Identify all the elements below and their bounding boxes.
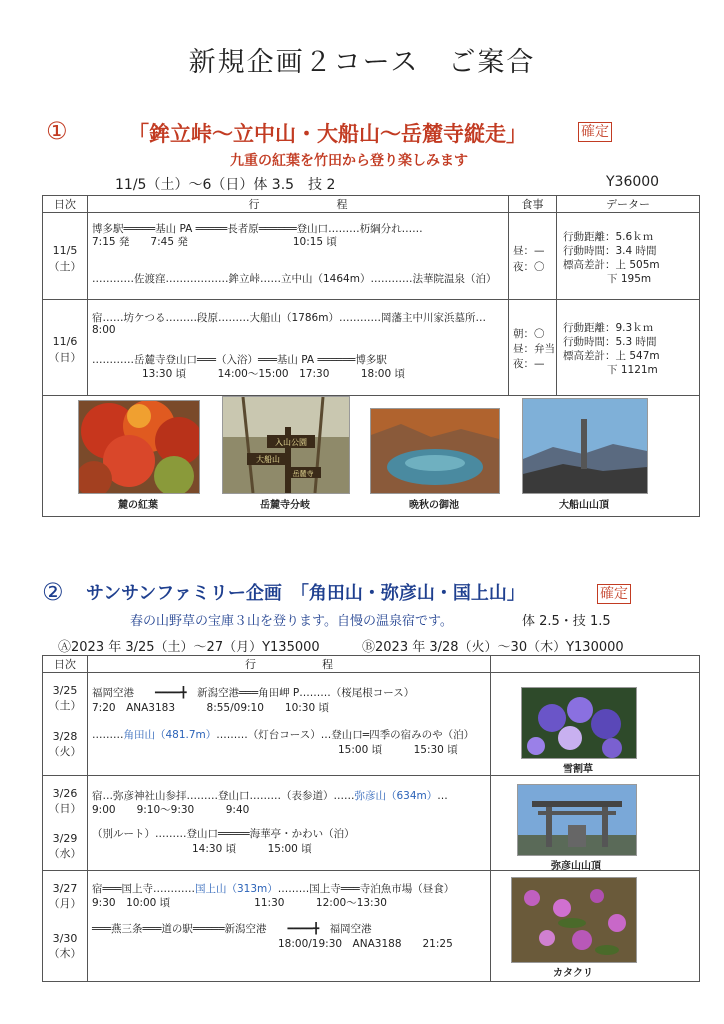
- header-day: 日次: [43, 656, 88, 673]
- photo-caption: 弥彦山山頂: [551, 861, 601, 872]
- course2-badge-wrap: [597, 583, 631, 604]
- day-date: 11/6: [52, 335, 78, 348]
- snow-flower-photo: [521, 687, 637, 759]
- sign-text: 大船山: [256, 455, 280, 464]
- course1-title: 「鉾立峠～立中山・大船山～岳麓寺縦走」: [128, 122, 527, 146]
- header-data: データー: [557, 196, 700, 213]
- day-date: 11/5: [52, 244, 78, 257]
- meal-dinner: 夜：—: [513, 358, 545, 370]
- itinerary-line: …………岳麓寺登山口═══（入浴）═══基山 PA ══════博多駅: [92, 354, 387, 366]
- shrine-gate-photo: [517, 784, 637, 856]
- data-elev-up: 標高差計：上 547m: [563, 350, 660, 362]
- itinerary-text: ………: [92, 729, 124, 741]
- itinerary-times: 9:30 10:00 頃 11:30 12:00～13:30: [92, 897, 387, 909]
- meal-dinner: 夜：〇: [513, 261, 545, 273]
- meal-lunch: 昼：弁当: [513, 343, 555, 355]
- sign-text: 岳麓寺: [292, 470, 314, 478]
- itinerary-line: 福岡空港 ━━━━╋ 新潟空港═══角田岬 P………（桜尾根コース）: [92, 687, 415, 699]
- photo-caption: 大船山山頂: [559, 500, 609, 511]
- course2-subtitle: 春の山野草の宝庫３山を登ります。自慢の温泉宿です。: [130, 614, 453, 629]
- itinerary-text: 宿═══国上寺…………: [92, 883, 195, 895]
- day-date: 3/28: [52, 730, 78, 743]
- katakuri-flower-photo: [511, 877, 637, 963]
- itinerary-times: 8:00: [92, 324, 116, 336]
- peak-name: 弥彦山（634m）: [354, 790, 438, 802]
- course1-number: ①: [46, 117, 68, 145]
- day-weekday: （日）: [48, 802, 82, 815]
- day-weekday: （日）: [48, 351, 82, 364]
- header-meal: 食事: [509, 196, 557, 213]
- summit-photo: [522, 398, 648, 494]
- itinerary-times: 13:30 頃 14:00～15:00 17:30 18:00 頃: [142, 368, 405, 380]
- itinerary-line: ═══燕三条═══道の駅═════新潟空港 ━━━━╋ 福岡空港: [92, 923, 372, 935]
- itinerary-text: ………（灯台コース）…登山口═四季の宿みのや（泊）: [216, 729, 475, 741]
- course1-confirmed-badge: 確定: [578, 122, 612, 142]
- sign-text: 入山公園: [275, 438, 307, 447]
- table-row: [43, 776, 700, 871]
- course2-date-a: Ⓐ2023 年 3/25（土）～27（月）Y135000: [58, 640, 320, 655]
- itinerary-line: （別ルート）………登山口═════海華亭・かわい（泊）: [92, 828, 355, 840]
- itinerary-line: 宿……坊ケつる………段原………大船山（1786m）…………岡藩主中川家浜墓所…: [92, 312, 486, 324]
- pond-photo: [370, 408, 500, 494]
- data-distance: 行動距離：9.3ｋｍ: [563, 322, 654, 334]
- course1-price: Y36000: [606, 174, 660, 190]
- itinerary-line: …………佐渡窪………………鉾立峠……立中山（1464m）…………法華院温泉（泊）: [92, 273, 497, 285]
- peak-name: 角田山（481.7m）: [123, 729, 217, 741]
- itinerary-line: [92, 727, 474, 742]
- data-elev-down: 下 195m: [607, 273, 652, 285]
- day-date: 3/26: [52, 787, 78, 800]
- photo-caption: カタクリ: [553, 968, 593, 979]
- table-row: [43, 871, 700, 982]
- itinerary-text: 宿…弥彦神社山参拝………登山口………（表参道）……: [92, 790, 355, 802]
- day-weekday: （水）: [48, 847, 82, 860]
- photo-caption: 雪割草: [563, 764, 593, 775]
- data-time: 行動時間：5.3 時間: [563, 336, 657, 348]
- itinerary-text: …: [437, 790, 448, 802]
- course2-title: サンサンファミリー企画 「角田山・弥彦山・国上山」: [86, 583, 525, 604]
- day-date: 3/30: [52, 932, 78, 945]
- header-day: 日次: [43, 196, 88, 213]
- itinerary-times: 7:20 ANA3183 8:55/09:10 10:30 頃: [92, 702, 329, 714]
- header-photo: [491, 656, 700, 673]
- data-time: 行動時間：3.4 時間: [563, 245, 657, 257]
- photo-caption: 岳麓寺分岐: [260, 500, 310, 511]
- day-date: 3/25: [52, 684, 78, 697]
- itinerary-times: 9:00 9:10～9:30 9:40: [92, 804, 250, 816]
- meal-lunch: 昼：—: [513, 245, 545, 257]
- photo-caption: 晩秋の御池: [409, 500, 459, 511]
- day-weekday: （火）: [48, 745, 82, 758]
- itinerary-times: 7:15 発 7:45 発 10:15 頃: [92, 236, 337, 248]
- itinerary-times: 18:00/19:30 ANA3188 21:25: [278, 938, 453, 950]
- page-title: 新規企画２コース ご案合: [188, 47, 536, 78]
- meal-breakfast: 朝：〇: [513, 328, 545, 340]
- course2-date-b: Ⓑ2023 年 3/28（火）～30（木）Y130000: [362, 640, 624, 655]
- course2-confirmed-badge: 確定: [597, 584, 631, 604]
- trail-sign-photo: [222, 396, 350, 494]
- day-weekday: （土）: [48, 699, 82, 712]
- day-date: 3/29: [52, 832, 78, 845]
- day-weekday: （土）: [48, 260, 82, 273]
- itinerary-line: 博多駅═════基山 PA ═════長者原══════登山口………杤綱分れ……: [92, 223, 423, 235]
- itinerary-line: [92, 788, 448, 803]
- data-distance: 行動距離：5.6ｋｍ: [563, 231, 654, 243]
- course1-badge-wrap: [578, 121, 612, 142]
- data-elev-up: 標高差計：上 505m: [563, 259, 660, 271]
- photo-caption: 麓の紅葉: [118, 500, 158, 511]
- itinerary-times: 14:30 頃 15:00 頃: [192, 843, 312, 855]
- itinerary-times: 15:00 頃 15:30 頃: [338, 744, 458, 756]
- day-weekday: （月）: [48, 897, 82, 910]
- itinerary-text: ………国上寺═══寺泊魚市場（昼食）: [277, 883, 455, 895]
- course2-grade: 体 2.5・技 1.5: [522, 614, 611, 629]
- peak-name: 国上山（313m）: [194, 883, 278, 895]
- table-row: [43, 213, 700, 300]
- autumn-leaves-photo: [78, 400, 200, 494]
- course2-number: ②: [42, 578, 64, 606]
- course1-subtitle: 九重の紅葉を竹田から登り楽しみます: [230, 153, 468, 169]
- header-itinerary: 行 程: [88, 656, 491, 673]
- course2-table: [42, 655, 700, 982]
- day-weekday: （木）: [48, 947, 82, 960]
- itinerary-line: [92, 881, 454, 896]
- table-row: [43, 673, 700, 776]
- day-date: 3/27: [52, 882, 78, 895]
- course1-dates: 11/5（土）～6（日）体 3.5 技 2: [115, 177, 336, 193]
- header-itinerary: 行 程: [88, 196, 509, 213]
- data-elev-down: 下 1121m: [607, 364, 658, 376]
- table-row: [43, 300, 700, 396]
